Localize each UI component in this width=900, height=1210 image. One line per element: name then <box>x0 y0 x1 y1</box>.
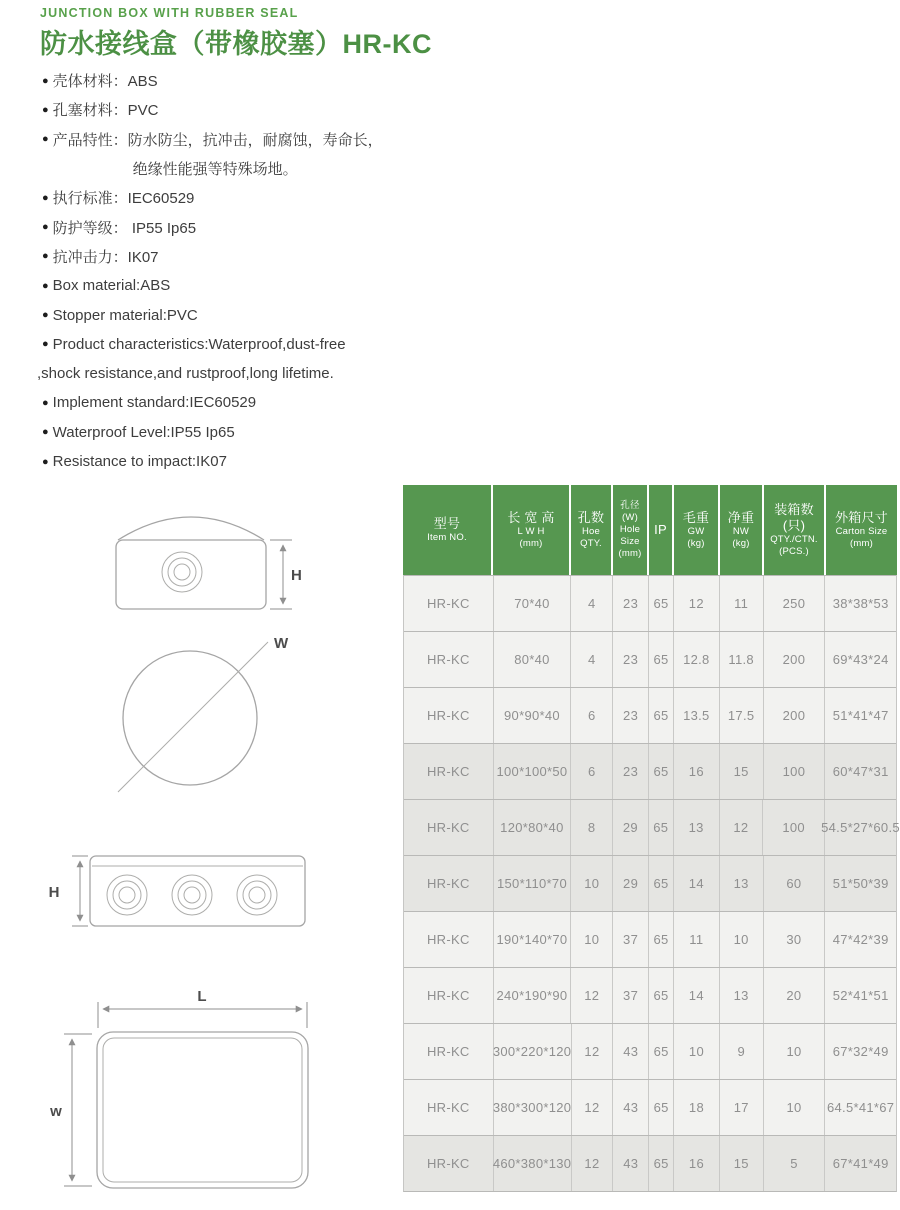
dim-label-h1: H <box>291 567 302 584</box>
table-cell: 10 <box>720 912 764 967</box>
table-cell: 6 <box>571 688 613 743</box>
spec-text: Implement standard:IEC60529 <box>52 394 257 412</box>
table-cell: 65 <box>649 800 674 855</box>
table-cell: 13.5 <box>674 688 720 743</box>
table-cell: 12 <box>720 800 764 855</box>
table-cell: 11 <box>674 912 720 967</box>
table-cell: HR-KC <box>404 968 494 1023</box>
column-header: 毛重 GW (kg) <box>674 485 720 575</box>
table-cell: HR-KC <box>404 744 494 799</box>
table-cell: 100 <box>763 800 825 855</box>
table-cell: 20 <box>764 968 826 1023</box>
table-cell: HR-KC <box>404 576 494 631</box>
spec-text: Box material:ABS <box>52 277 171 295</box>
table-body <box>403 575 900 1192</box>
table-cell: 12 <box>572 1080 614 1135</box>
table-cell: 52*41*51 <box>832 988 889 1003</box>
spec-text: 壳体材料：ABS <box>52 73 158 91</box>
spec-text: Stopper material:PVC <box>52 306 198 324</box>
dim-label-l: L <box>197 988 207 1005</box>
table-cell: 12 <box>674 576 720 631</box>
table-cell: 10 <box>571 856 613 911</box>
table-cell: 12 <box>571 968 613 1023</box>
spec-text: Product characteristics:Waterproof,dust-free <box>52 335 346 353</box>
table-row <box>404 911 896 967</box>
spec-text: 孔塞材料：PVC <box>52 102 159 120</box>
column-header: 净重 NW (kg) <box>720 485 764 575</box>
table-cell: 23 <box>613 576 649 631</box>
spec-item <box>42 66 412 95</box>
table-cell: 5 <box>764 1136 826 1191</box>
table-cell: 16 <box>674 744 720 799</box>
column-header: 孔数 Hoe QTY. <box>571 485 613 575</box>
table-header-row <box>403 485 897 575</box>
table-cell: 10 <box>674 1024 720 1079</box>
table-cell: 37 <box>613 912 649 967</box>
spec-item <box>42 95 412 124</box>
spec-text: Waterproof Level:IP55 Ip65 <box>52 423 235 441</box>
bullet-icon: ● <box>42 338 49 351</box>
bullet-icon: ● <box>42 191 49 204</box>
table-row <box>404 855 896 911</box>
spec-item <box>42 212 412 241</box>
technical-drawings <box>30 490 360 1210</box>
spec-item <box>42 447 412 476</box>
table-cell: 67*32*49 <box>832 1044 889 1059</box>
product-subtitle-en: JUNCTION BOX WITH RUBBER SEAL <box>40 6 299 20</box>
bullet-icon: ● <box>42 279 49 292</box>
bullet-icon: ● <box>42 133 49 146</box>
table-cell: 37 <box>613 968 649 1023</box>
table-cell: HR-KC <box>404 856 494 911</box>
bullet-icon: ● <box>42 250 49 263</box>
table-cell: HR-KC <box>404 1024 494 1079</box>
table-cell: 67*41*49 <box>832 1156 889 1171</box>
spec-text: 产品特性：防水防尘，抗冲击，耐腐蚀，寿命长， <box>52 131 383 149</box>
column-header: IP <box>649 485 674 575</box>
table-row <box>404 799 900 855</box>
table-cell: 65 <box>649 968 674 1023</box>
spec-item <box>42 330 412 359</box>
table-cell: 460*380*130 <box>494 1136 572 1191</box>
table-cell: 51*41*47 <box>832 708 889 723</box>
table-cell: 18 <box>674 1080 720 1135</box>
table-cell: 64.5*41*67 <box>827 1100 895 1115</box>
table-cell: 60 <box>764 856 826 911</box>
table-cell: 13 <box>720 856 764 911</box>
table-cell: 60*47*31 <box>832 764 889 779</box>
table-cell: 30 <box>764 912 826 967</box>
table-row <box>404 743 896 799</box>
column-header: 外箱尺寸 Carton Size (mm) <box>835 510 888 550</box>
spec-item <box>42 183 412 212</box>
table-cell: 12 <box>572 1024 614 1079</box>
table-cell: HR-KC <box>404 632 494 687</box>
table-cell: 12 <box>572 1136 614 1191</box>
table-cell: 90*90*40 <box>494 688 572 743</box>
table-row <box>404 1079 896 1135</box>
table-cell: 80*40 <box>494 632 572 687</box>
spec-table <box>403 485 900 1192</box>
table-cell: 120*80*40 <box>494 800 572 855</box>
table-cell: 250 <box>764 576 826 631</box>
title-block <box>40 6 432 61</box>
table-row <box>404 967 896 1023</box>
table-row <box>404 687 896 743</box>
table-cell: 65 <box>649 576 674 631</box>
spec-item <box>37 359 412 388</box>
drawing-top-view-round <box>118 635 289 792</box>
table-cell: 38*38*53 <box>832 596 889 611</box>
spec-text: Resistance to impact:IK07 <box>52 453 227 470</box>
spec-text: ,shock resistance,and rustproof,long lifetime. <box>37 365 334 383</box>
table-cell: 51*50*39 <box>832 876 889 891</box>
spec-item <box>42 125 412 154</box>
table-cell: 100 <box>764 744 826 799</box>
spec-text: 绝缘性能强等特殊场地。 <box>132 161 298 179</box>
bullet-icon: ● <box>42 103 49 116</box>
table-cell: 14 <box>674 856 720 911</box>
table-cell: 47*42*39 <box>832 932 889 947</box>
table-cell: 23 <box>613 632 649 687</box>
table-cell: HR-KC <box>404 912 494 967</box>
bullet-icon: ● <box>42 426 49 439</box>
drawing-front-view <box>116 517 302 609</box>
table-row <box>404 1023 896 1079</box>
table-cell: 65 <box>649 632 674 687</box>
table-cell: HR-KC <box>404 1136 494 1191</box>
table-cell: 11.8 <box>720 632 764 687</box>
table-cell: 12.8 <box>674 632 720 687</box>
drawing-side-view <box>49 856 305 926</box>
spec-text: 执行标准：IEC60529 <box>52 190 195 208</box>
table-cell: 10 <box>764 1080 826 1135</box>
table-cell: 150*110*70 <box>494 856 572 911</box>
table-cell: 65 <box>649 688 674 743</box>
table-cell: 10 <box>571 912 613 967</box>
bullet-icon: ● <box>42 221 49 234</box>
bullet-icon: ● <box>42 309 49 322</box>
table-row <box>404 1135 896 1191</box>
table-cell: 15 <box>720 744 764 799</box>
table-cell: 9 <box>720 1024 764 1079</box>
spec-list <box>37 66 412 476</box>
table-cell: 8 <box>571 800 613 855</box>
table-cell: 17.5 <box>720 688 764 743</box>
product-title-zh: 防水接线盒（带橡胶塞）HR-KC <box>40 29 432 59</box>
spec-item <box>42 418 412 447</box>
table-cell: 70*40 <box>494 576 572 631</box>
table-cell: 65 <box>649 1080 674 1135</box>
dim-label-h2: H <box>48 884 60 901</box>
spec-item <box>42 242 412 271</box>
dim-label-w2: w <box>50 1103 62 1120</box>
table-cell: 4 <box>571 576 613 631</box>
table-cell: 17 <box>720 1080 764 1135</box>
table-cell: HR-KC <box>404 688 494 743</box>
table-cell: 16 <box>674 1136 720 1191</box>
spec-item <box>42 154 412 183</box>
spec-text: 防护等级： IP55 Ip65 <box>52 219 197 237</box>
table-cell: 6 <box>571 744 613 799</box>
table-cell: 29 <box>613 856 649 911</box>
table-row <box>404 575 896 631</box>
table-cell: 23 <box>613 744 649 799</box>
table-cell: 13 <box>674 800 720 855</box>
spec-text: 抗冲击力：IK07 <box>52 248 159 266</box>
column-header: 型号 Item NO. <box>403 485 493 575</box>
table-cell: 29 <box>613 800 649 855</box>
table-cell: 380*300*120 <box>494 1080 572 1135</box>
bullet-icon: ● <box>42 74 49 87</box>
bullet-icon: ● <box>42 396 49 409</box>
table-cell: 11 <box>720 576 764 631</box>
table-cell: HR-KC <box>404 800 494 855</box>
table-cell: 300*220*120 <box>494 1024 572 1079</box>
table-cell: 23 <box>613 688 649 743</box>
table-cell: 65 <box>649 1136 674 1191</box>
table-cell: 13 <box>720 968 764 1023</box>
table-cell: 4 <box>571 632 613 687</box>
spec-item <box>42 388 412 417</box>
spec-item <box>42 300 412 329</box>
column-header: 孔径 (W) Hole Size (mm) <box>613 485 649 575</box>
table-cell: 200 <box>764 632 826 687</box>
spec-item <box>42 271 412 300</box>
table-cell: 65 <box>649 744 674 799</box>
drawing-top-view-rect <box>49 988 308 1188</box>
column-header: 装箱数(只) QTY./CTN. (PCS.) <box>764 485 826 575</box>
table-cell: 10 <box>764 1024 826 1079</box>
table-cell: 100*100*50 <box>494 744 572 799</box>
table-row <box>404 631 896 687</box>
table-cell: 65 <box>649 856 674 911</box>
column-header: 长 宽 高 L W H (mm) <box>493 485 571 575</box>
table-cell: 65 <box>649 1024 674 1079</box>
table-cell: 65 <box>649 912 674 967</box>
table-cell: 15 <box>720 1136 764 1191</box>
table-cell: 190*140*70 <box>494 912 572 967</box>
table-cell: 43 <box>613 1136 649 1191</box>
table-cell: 54.5*27*60.5 <box>821 820 900 835</box>
table-cell: 69*43*24 <box>832 652 889 667</box>
table-cell: HR-KC <box>404 1080 494 1135</box>
dim-label-w1: W <box>274 635 289 652</box>
table-cell: 43 <box>613 1080 649 1135</box>
table-cell: 43 <box>613 1024 649 1079</box>
table-cell: 240*190*90 <box>494 968 572 1023</box>
bullet-icon: ● <box>42 455 49 468</box>
table-cell: 14 <box>674 968 720 1023</box>
table-cell: 200 <box>764 688 826 743</box>
